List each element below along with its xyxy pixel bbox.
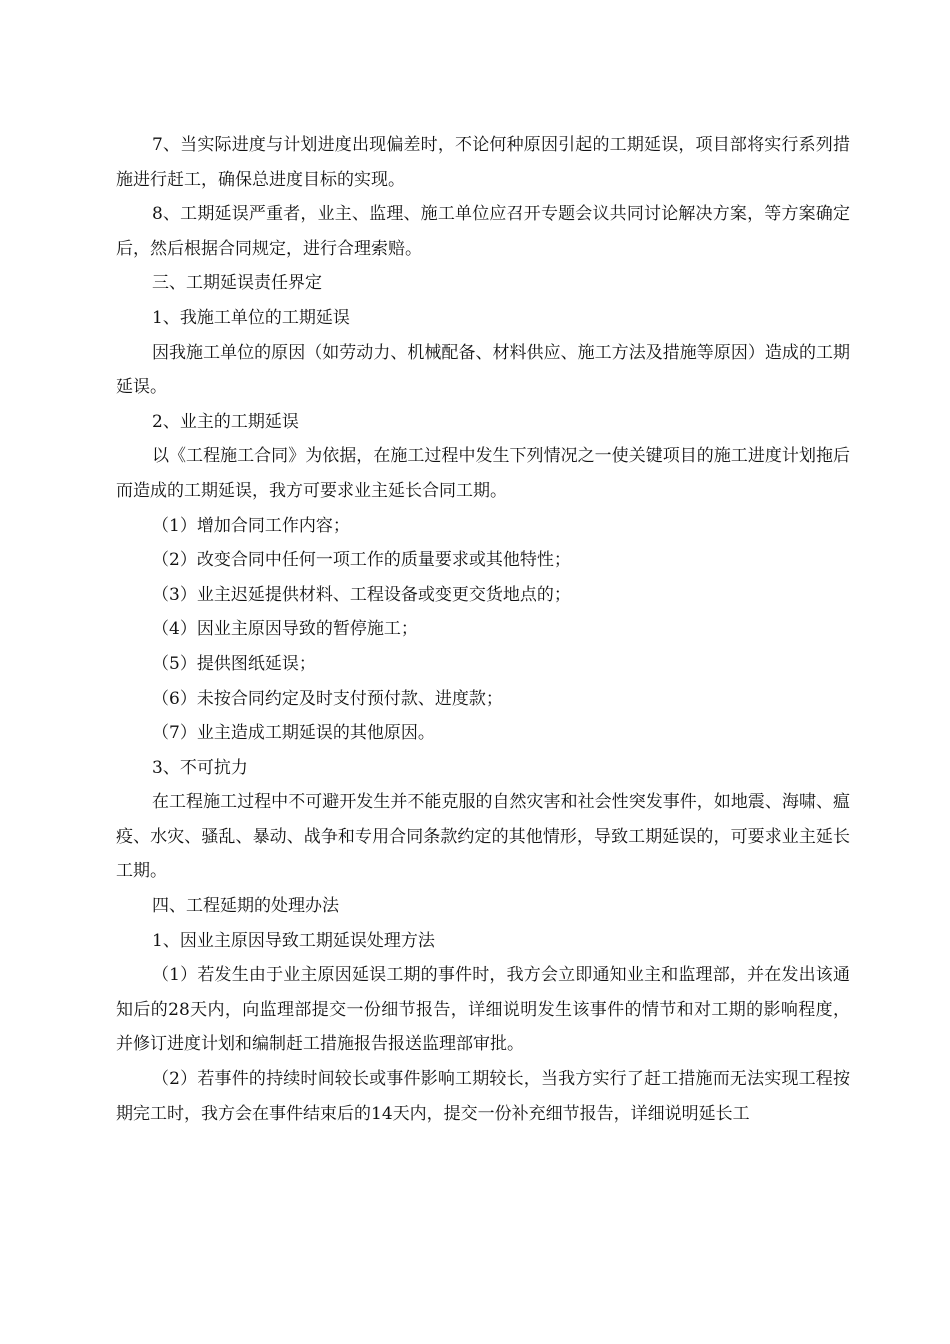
subheading-force-majeure: 3、不可抗力: [152, 757, 248, 778]
subheading-owner-delay: 2、业主的工期延误: [152, 411, 299, 432]
subheading-owner-delay-handling: 1、因业主原因导致工期延误处理方法: [152, 930, 435, 951]
list-item-2: （2）改变合同中任何一项工作的质量要求或其他特性；: [152, 550, 571, 571]
paragraph-item-8: 8、工期延误严重者，业主、监理、施工单位应召开专题会议共同讨论解决方案，等方案确定后，然后根据合同规定，进行合理索赔。: [116, 204, 850, 259]
handling-item-2: （2）若事件的持续时间较长或事件影响工期较长，当我方实行了赶工措施而无法实现工程按期完工时，我方会在事件结束后的14天内，提交一份补充细节报告，详细说明延长工: [116, 1069, 850, 1124]
list-item-3: （3）业主迟延提供材料、工程设备或变更交货地点的；: [152, 584, 571, 605]
paragraph-contractor-delay: 因我施工单位的原因（如劳动力、机械配备、材料供应、施工方法及措施等原因）造成的工期延误。: [116, 342, 850, 398]
list-item-4: （4）因业主原因导致的暂停施工；: [152, 619, 418, 640]
section-heading-4: 四、工程延期的处理办法: [152, 896, 339, 917]
list-item-5: （5）提供图纸延误；: [152, 653, 316, 674]
section-heading-3: 三、工期延误责任界定: [152, 273, 322, 294]
list-item-6: （6）未按合同约定及时支付预付款、进度款；: [152, 688, 503, 709]
list-item-7: （7）业主造成工期延误的其他原因。: [152, 723, 435, 744]
document-body: [116, 128, 850, 1131]
paragraph-owner-delay: 以《工程施工合同》为依据，在施工过程中发生下列情况之一使关键项目的施工进度计划拖后而造成的工期延误，我方可要求业主延长合同工期。: [116, 446, 850, 501]
handling-item-1: （1）若发生由于业主原因延误工期的事件时，我方会立即通知业主和监理部，并在发出该通知后的28天内，向监理部提交一份细节报告，详细说明发生该事件的情节和对工期的影响程度，并修订进度计划和编制赶工措施报告报送监理部审批。: [116, 965, 850, 1055]
paragraph-item-7: 7、当实际进度与计划进度出现偏差时，不论何种原因引起的工期延误，项目部将实行系列措施进行赶工，确保总进度目标的实现。: [116, 135, 850, 190]
paragraph-force-majeure: 在工程施工过程中不可避开发生并不能克服的自然灾害和社会性突发事件，如地震、海啸、瘟疫、水灾、骚乱、暴动、战争和专用合同条款约定的其他情形，导致工期延误的，可要求业主延长工期。: [116, 792, 850, 882]
subheading-contractor-delay: 1、我施工单位的工期延误: [152, 307, 350, 328]
list-item-1: （1）增加合同工作内容；: [152, 515, 350, 536]
